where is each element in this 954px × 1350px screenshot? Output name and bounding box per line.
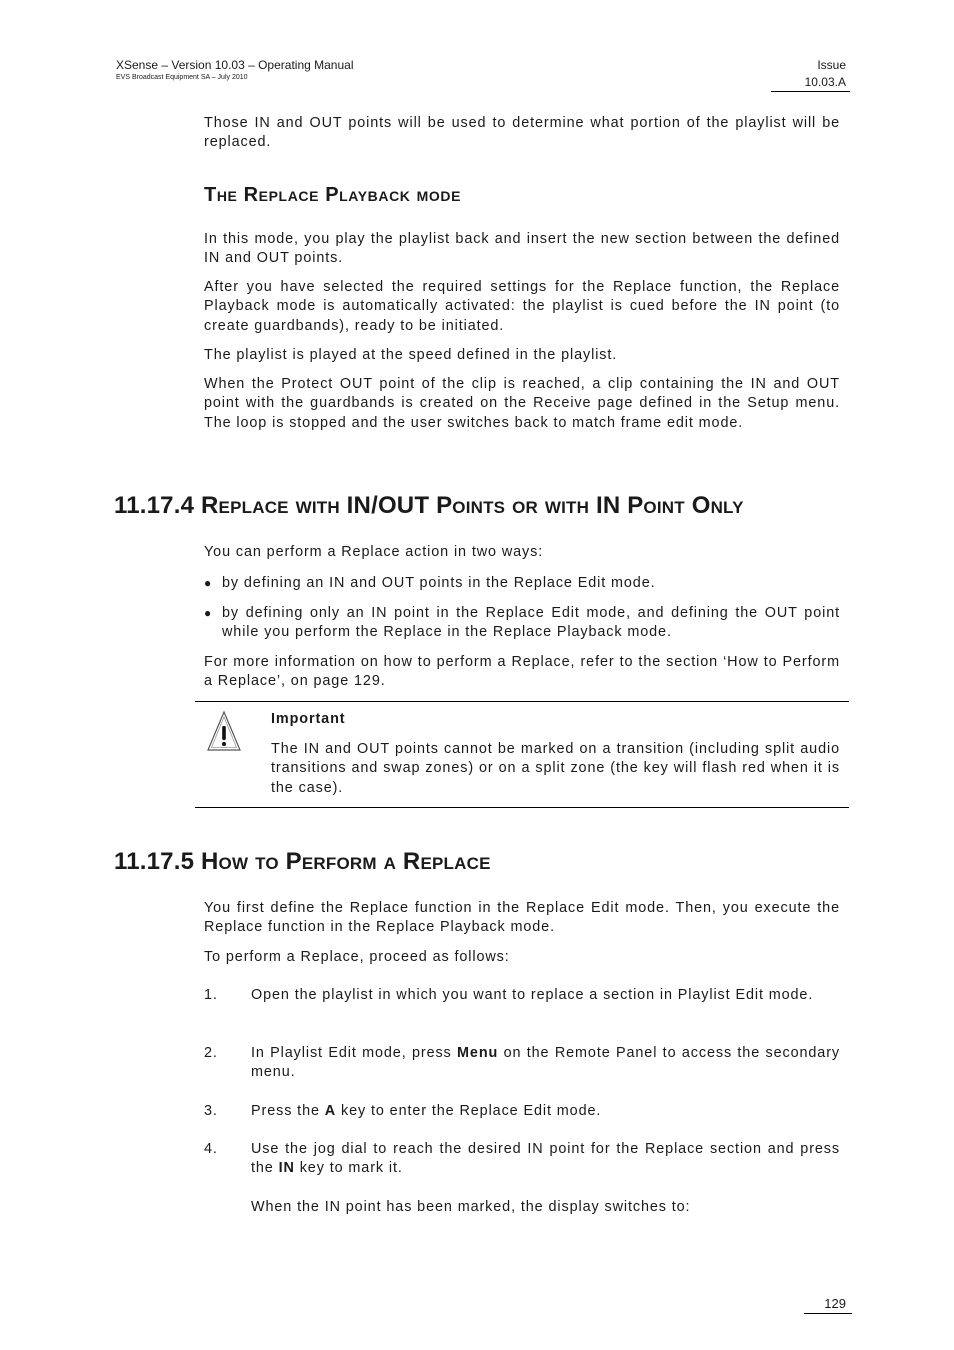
paragraph: After you have selected the required settings for the Replace function, the Replace Playback mode is automatically activated: the playlist is cued before the IN point (to create guardbands), ready to be initiated. [204, 279, 840, 334]
key-a: A [324, 1103, 337, 1119]
paragraph: When the Protect OUT point of the clip is reached, a clip containing the IN and OUT point with the guardbands is created on the Receive page defined in the Setup menu. The loop is stopped and the user switches back to match frame edit mode. [204, 376, 840, 431]
heading-replace-playback-mode: The Replace Playback mode [204, 184, 462, 206]
paragraph: To perform a Replace, proceed as follows: [204, 949, 510, 965]
header-subtitle: EVS Broadcast Equipment SA – July 2010 [116, 74, 248, 81]
warning-triangle-icon [206, 710, 242, 752]
important-text: The IN and OUT points cannot be marked on a transition (including split audio transitions and swap zones) or on a split zone (the key will flash red when it is the case). [271, 741, 840, 796]
header-rule [771, 91, 850, 92]
key-menu: Menu [457, 1045, 499, 1061]
bullet-icon: ● [204, 606, 212, 620]
important-rule-bottom [195, 807, 849, 808]
paragraph: In this mode, you play the playlist back and insert the new section between the defined IN and OUT points. [204, 231, 840, 267]
heading-11-17-4: 11.17.4 Replace with IN/OUT Points or with IN Point Only [114, 492, 744, 519]
intro-paragraph: Those IN and OUT points will be used to determine what portion of the playlist will be replaced. [204, 115, 840, 151]
header-issue-value: 10.03.A [804, 75, 846, 89]
header-issue-label: Issue [817, 58, 846, 72]
heading-11-17-5: 11.17.5 How to Perform a Replace [114, 848, 491, 875]
step-number: 3. [204, 1103, 218, 1119]
step-text: Use the jog dial to reach the desired IN point for the Replace section and press the IN key to mark it. [251, 1141, 840, 1177]
paragraph: For more information on how to perform a Replace, refer to the section ‘How to Perform a Replace’, on page 129. [204, 654, 840, 690]
important-title: Important [271, 711, 346, 727]
step-number: 1. [204, 987, 218, 1003]
footer-rule [804, 1313, 852, 1314]
header-title: XSense – Version 10.03 – Operating Manual [116, 58, 354, 72]
page-number: 129 [824, 1296, 846, 1311]
list-item: by defining an IN and OUT points in the Replace Edit mode. [222, 575, 656, 591]
bullet-icon: ● [204, 576, 212, 590]
important-rule-top [195, 701, 849, 702]
paragraph: You can perform a Replace action in two ways: [204, 544, 544, 560]
list-item: by defining only an IN point in the Replace Edit mode, and defining the OUT point while you perform the Replace in the Replace Playback mode. [222, 605, 840, 641]
step-note: When the IN point has been marked, the display switches to: [251, 1199, 691, 1215]
step-text: Open the playlist in which you want to replace a section in Playlist Edit mode. [251, 987, 814, 1003]
step-number: 2. [204, 1045, 218, 1061]
step-text: In Playlist Edit mode, press Menu on the Remote Panel to access the secondary menu. [251, 1045, 840, 1081]
key-in: IN [278, 1160, 295, 1177]
step-text: Press the A key to enter the Replace Edit mode. [251, 1103, 602, 1119]
paragraph: You first define the Replace function in the Replace Edit mode. Then, you execute the Replace function in the Replace Playback mode. [204, 900, 840, 936]
step-number: 4. [204, 1141, 218, 1157]
paragraph: The playlist is played at the speed defined in the playlist. [204, 347, 618, 363]
